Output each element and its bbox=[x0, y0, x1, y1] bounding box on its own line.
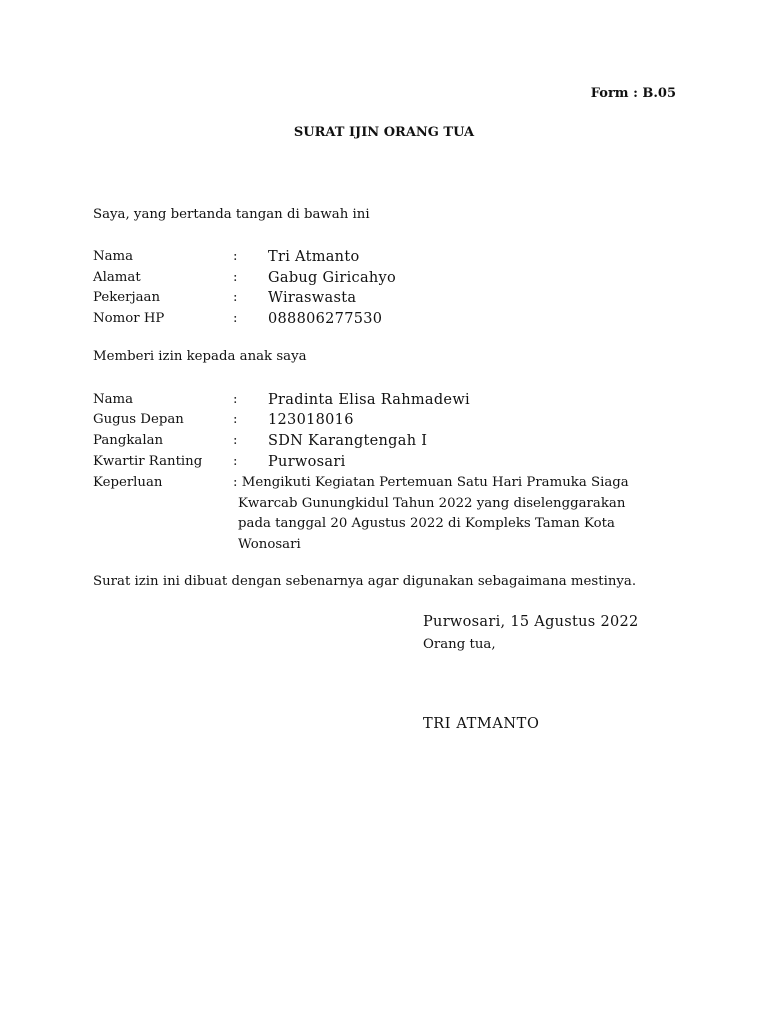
closing-statement: Surat izin ini dibuat dengan sebenarnya agar digunakan sebagaimana mestinya. bbox=[93, 574, 637, 589]
document-title: SURAT IJIN ORANG TUA bbox=[293, 125, 475, 140]
field-colon: : bbox=[233, 475, 238, 490]
field-value: Gabug Giricahyo bbox=[268, 270, 397, 286]
form-code: Form : B.05 bbox=[590, 86, 676, 101]
field-label: Nama bbox=[93, 392, 134, 407]
purpose-label: Keperluan bbox=[93, 475, 163, 490]
purpose-line: Wonosari bbox=[238, 537, 301, 553]
child-intro-text: Memberi izin kepada anak saya bbox=[93, 349, 307, 364]
field-label: Nomor HP bbox=[93, 311, 165, 326]
field-colon: : bbox=[233, 412, 238, 427]
field-label: Pangkalan bbox=[93, 433, 164, 448]
intro-text: Saya, yang bertanda tangan di bawah ini bbox=[93, 207, 370, 222]
field-colon: : bbox=[233, 454, 238, 469]
purpose-line: pada tanggal 20 Agustus 2022 di Kompleks Taman Kota bbox=[238, 516, 615, 532]
purpose-line: Kwarcab Gunungkidul Tahun 2022 yang diselenggarakan bbox=[238, 495, 626, 511]
purpose-line-text: Mengikuti Kegiatan Pertemuan Satu Hari Pramuka Siaga bbox=[241, 475, 629, 490]
field-colon: : bbox=[233, 290, 238, 305]
field-value: Tri Atmanto bbox=[268, 249, 360, 265]
signature-place-date: Purwosari, 15 Agustus 2022 bbox=[423, 614, 639, 630]
field-value: Pradinta Elisa Rahmadewi bbox=[268, 392, 470, 408]
field-colon: : bbox=[233, 433, 238, 448]
field-colon: : bbox=[233, 311, 238, 326]
field-value: Purwosari bbox=[268, 454, 346, 470]
signature-name: TRI ATMANTO bbox=[423, 716, 540, 732]
field-value: 123018016 bbox=[268, 412, 354, 428]
field-value: SDN Karangtengah I bbox=[268, 433, 428, 449]
field-label: Nama bbox=[93, 249, 134, 264]
field-colon: : bbox=[233, 249, 238, 264]
field-label: Alamat bbox=[93, 270, 141, 285]
field-colon: : bbox=[233, 392, 238, 407]
field-label: Pekerjaan bbox=[93, 290, 161, 305]
field-colon: : bbox=[233, 270, 238, 285]
field-label: Kwartir Ranting bbox=[93, 454, 203, 469]
field-value: Wiraswasta bbox=[268, 290, 357, 306]
purpose-line bbox=[233, 473, 658, 494]
signature-role: Orang tua, bbox=[423, 637, 496, 652]
purpose-text bbox=[233, 473, 658, 556]
field-label: Gugus Depan bbox=[93, 412, 184, 427]
field-value: 088806277530 bbox=[268, 311, 383, 327]
